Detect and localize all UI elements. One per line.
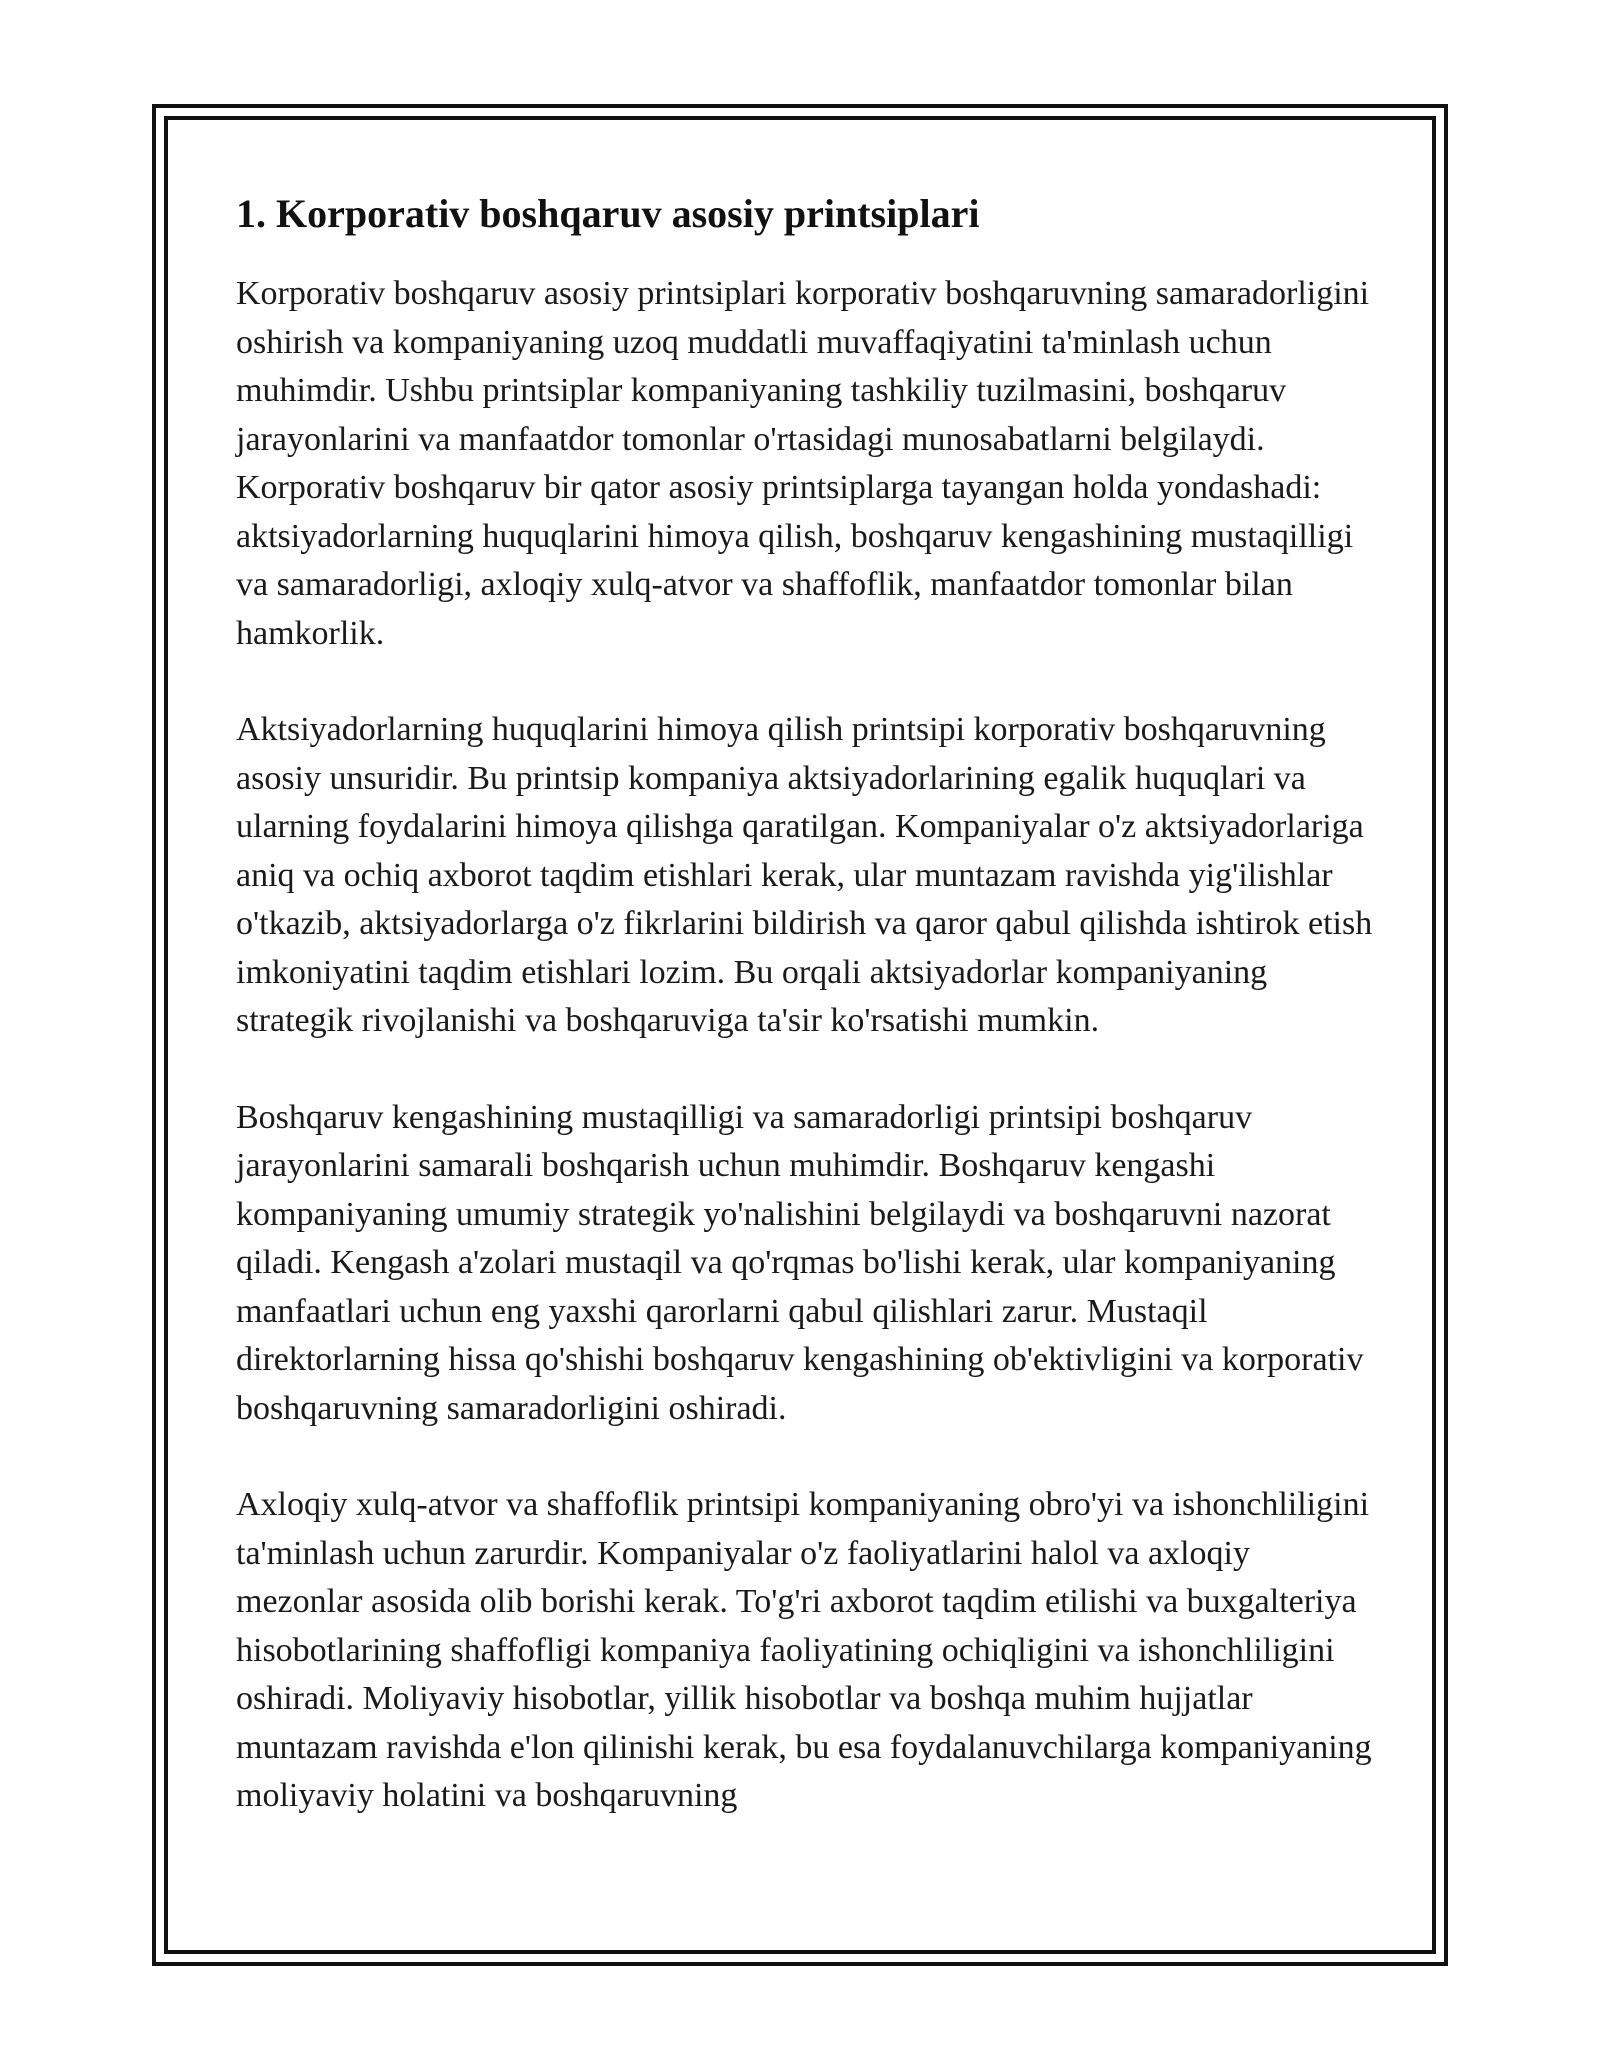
paragraph-board-independence: Boshqaruv kengashining mustaqilligi va samaradorligi printsipi boshqaruv jarayonlarini samarali boshqarish uchun muhimdir. Boshqaruv kengashi kompaniyaning umumiy strategik yo'nalishini belgilaydi va boshqaruvni nazorat qiladi. Kengash a'zolari mustaqil va qo'rqmas bo'lishi kerak, ular kompaniyaning manfaatlari uchun eng yaxshi qarorlarni qabul qilishlari zarur. Mustaqil direktorlarning hissa qo'shishi boshqaruv kengashining ob'ektivligini va korporativ boshqaruvning samaradorligini oshiradi. [236, 1098, 1364, 1427]
paragraph-shareholder-rights: Aktsiyadorlarning huquqlarini himoya qilish printsipi korporativ boshqaruvning asosiy unsuridir. Bu printsip kompaniya aktsiyadorlarining egalik huquqlari va ularning foydalarini himoya qilishga qaratilgan. Kompaniyalar o'z aktsiyadorlariga aniq va ochiq axborot taqdim etishlari kerak, ular muntazam ravishda yig'ilishlar o'tkazib, aktsiyadorlarga o'z fikrlarini bildirish va qaror qabul qilishda ishtirok etish imkoniyatini taqdim etishlari lozim. Bu orqali aktsiyadorlar kompaniyaning strategik rivojlanishi va boshqaruviga ta'sir ko'rsatishi mumkin. [236, 711, 1373, 1039]
paragraph-ethics-transparency: Axloqiy xulq-atvor va shaffoflik printsipi kompaniyaning obro'yi va ishonchliligini ta'minlash uchun zarurdir. Kompaniyalar o'z faoliyatlarini halol va axloqiy mezonlar asosida olib borishi kerak. To'g'ri axborot taqdim etilishi va buxgalteriya hisobotlarining shaffofligi kompaniya faoliyatining ochiqligini va ishonchliligini oshiradi. Moliyaviy hisobotlar, yillik hisobotlar va boshqa muhim hujjatlar muntazam ravishda e'lon qilinishi kerak, bu esa foydalanuvchilarga kompaniyaning moliyaviy holatini va boshqaruvning [236, 1486, 1372, 1814]
document-body [236, 188, 1376, 1869]
paragraph-intro: Korporativ boshqaruv asosiy printsiplari korporativ boshqaruvning samaradorligini oshirish va kompaniyaning uzoq muddatli muvaffaqiyatini ta'minlash uchun muhimdir. Ushbu printsiplar kompaniyaning tashkiliy tuzilmasini, boshqaruv jarayonlarini va manfaatdor tomonlar o'rtasidagi munosabatlarni belgilaydi. Korporativ boshqaruv bir qator asosiy printsiplarga tayangan holda yondashadi: aktsiyadorlarning huquqlarini himoya qilish, boshqaruv kengashining mustaqilligi va samaradorligi, axloqiy xulq-atvor va shaffoflik, manfaatdor tomonlar bilan hamkorlik. [236, 275, 1370, 652]
section-heading: 1. Korporativ boshqaruv asosiy printsiplari [236, 191, 980, 236]
